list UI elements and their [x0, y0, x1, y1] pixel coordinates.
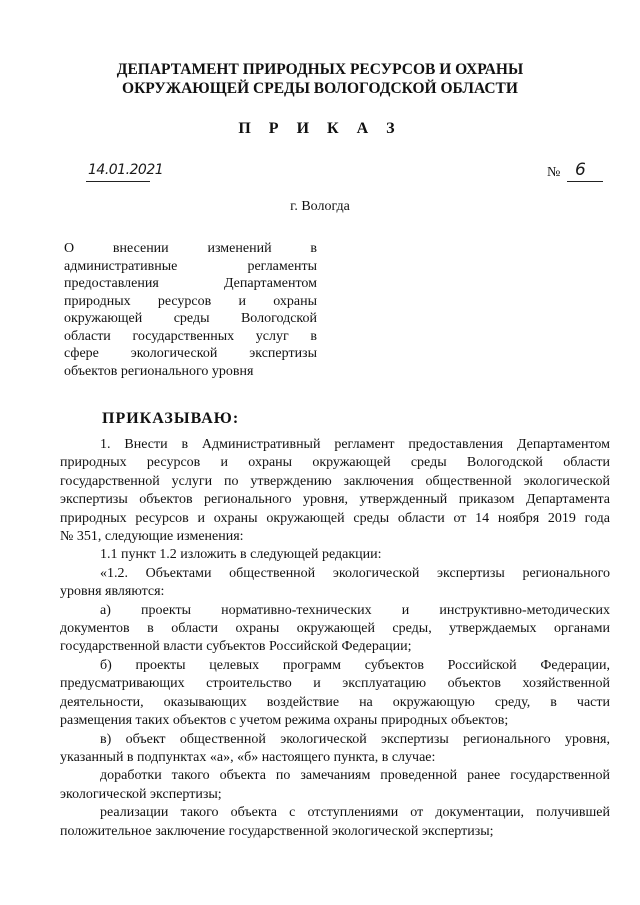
body-line: № 351, следующие изменения:: [60, 529, 244, 545]
document-type-heading: П Р И К А З: [238, 120, 402, 137]
body-line: положительное заключение государственной экологической экспертизы;: [60, 823, 494, 839]
department-title-line-1: ДЕПАРТАМЕНТ ПРИРОДНЫХ РЕСУРСОВ И ОХРАНЫ: [116, 61, 524, 78]
body-line: предусматривающих строительство и эксплуатацию объектов хозяйственной: [60, 676, 610, 692]
body-line: 1. Внести в Административный регламент предоставления Департаментом: [100, 437, 610, 452]
body-line: б) проекты целевых программ субъектов Российской Федерации,: [100, 657, 610, 673]
body-line: в) объект общественной экологической экспертизы регионального уровня,: [100, 731, 610, 747]
body-line: экологической экспертизы;: [60, 786, 222, 802]
body-line: «1.2. Объектами общественной экологической экспертизы регионального: [100, 565, 610, 581]
subject-line: области государственных услуг в: [64, 328, 317, 344]
subject-line: природных ресурсов и охраны: [64, 293, 317, 309]
order-word: ПРИКАЗЫВАЮ:: [102, 410, 240, 427]
body-line: деятельности, оказывающих воздействие на окружающую среду, в части: [60, 694, 610, 710]
body-line: размещения таких объектов с учетом режима охраны природных объектов;: [60, 713, 509, 729]
body-line: реализации такого объекта с отступлениями от документации, получившей: [100, 805, 610, 821]
body-line: а) проекты нормативно-технических и инструктивно-методических: [100, 602, 610, 618]
subject-line: объектов регионального уровня: [64, 363, 254, 379]
subject-block: [64, 240, 317, 380]
body-line: экспертизы объектов регионального уровня, утвержденный приказом Департамента: [60, 492, 610, 508]
number-field: [547, 160, 603, 181]
date-field: [86, 162, 164, 182]
handwritten-date: 14.01.2021: [88, 162, 164, 178]
subject-line: О внесении изменений в: [64, 241, 317, 256]
body-line: природных ресурсов и охраны окружающей среды Вологодской области: [60, 455, 610, 471]
city-label: г. Вологда: [290, 199, 350, 214]
body-line: документов в области охраны окружающей среды, утверждаемых органами: [60, 621, 610, 637]
body-line: указанный в подпунктах «а», «б» настоящего пункта, в случае:: [60, 749, 436, 765]
number-underline: [567, 160, 603, 182]
subject-line: сфере экологической экспертизы: [64, 346, 317, 361]
subject-line: предоставления Департаментом: [64, 276, 317, 291]
body-line: 1.1 пункт 1.2 изложить в следующей редакции:: [100, 547, 382, 563]
subject-line: административные регламенты: [64, 258, 317, 274]
handwritten-number: 6: [575, 160, 586, 180]
body-text: [60, 436, 610, 841]
number-sign: №: [547, 165, 561, 180]
body-line: государственной услуги по утверждению заключения общественной экологической: [60, 473, 610, 489]
body-line: уровня являются:: [60, 584, 165, 600]
body-line: природных ресурсов и охраны окружающей среды области от 14 ноября 2019 года: [60, 510, 610, 526]
body-line: государственной власти субъектов Российской Федерации;: [60, 639, 412, 655]
department-title: [60, 60, 580, 98]
subject-line: окружающей среды Вологодской: [64, 311, 317, 326]
body-line: доработки такого объекта по замечаниям проведенной ранее государственной: [100, 768, 610, 784]
department-title-line-2: ОКРУЖАЮЩЕЙ СРЕДЫ ВОЛОГОДСКОЙ ОБЛАСТИ: [122, 80, 518, 97]
